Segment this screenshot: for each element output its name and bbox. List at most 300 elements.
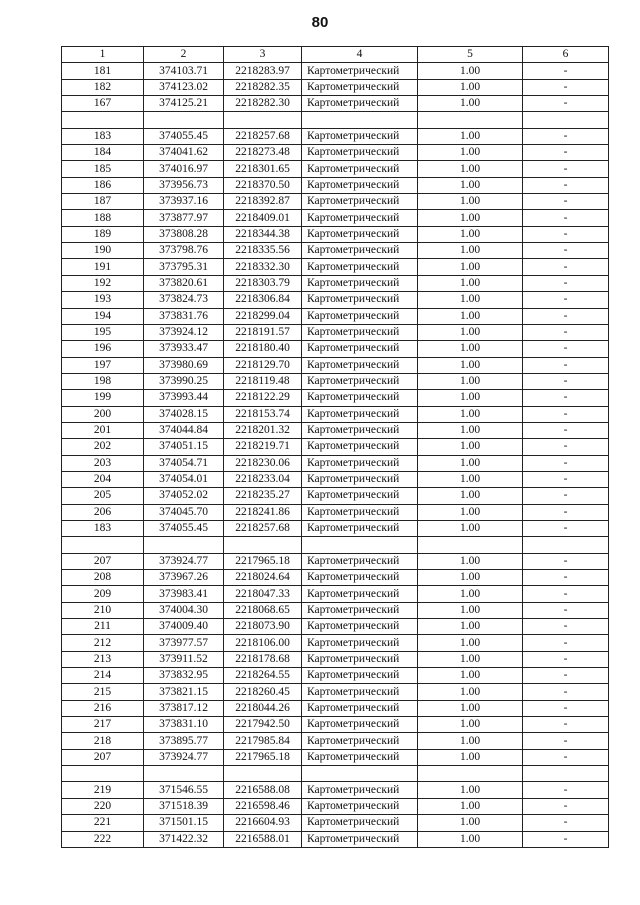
y-coordinate-cell: 2218044.26 (224, 700, 302, 716)
y-coordinate-cell: 2218178.68 (224, 651, 302, 667)
method-cell: Картометрический (302, 815, 418, 831)
accuracy-cell (418, 766, 523, 782)
point-number-cell: 192 (62, 275, 144, 291)
method-cell: Картометрический (302, 194, 418, 210)
point-number-cell: 217 (62, 717, 144, 733)
method-cell: Картометрический (302, 553, 418, 569)
point-number-cell: 198 (62, 373, 144, 389)
y-coordinate-cell: 2218129.70 (224, 357, 302, 373)
table-row (62, 259, 609, 275)
column-header-point-number: 1 (62, 47, 144, 63)
y-coordinate-cell: 2218332.30 (224, 259, 302, 275)
x-coordinate-cell: 374045.70 (144, 504, 224, 520)
table-row (62, 782, 609, 798)
x-coordinate-cell: 373924.12 (144, 324, 224, 340)
table-row (62, 292, 609, 308)
accuracy-cell: 1.00 (418, 308, 523, 324)
description-cell: - (523, 194, 609, 210)
accuracy-cell: 1.00 (418, 717, 523, 733)
description-cell: - (523, 308, 609, 324)
point-number-cell: 167 (62, 96, 144, 112)
accuracy-cell: 1.00 (418, 815, 523, 831)
method-cell: Картометрический (302, 292, 418, 308)
description-cell: - (523, 815, 609, 831)
description-cell: - (523, 635, 609, 651)
description-cell: - (523, 145, 609, 161)
y-coordinate-cell (224, 766, 302, 782)
x-coordinate-cell: 373924.77 (144, 749, 224, 765)
table-row (62, 145, 609, 161)
description-cell: - (523, 782, 609, 798)
table-row (62, 635, 609, 651)
method-cell: Картометрический (302, 324, 418, 340)
point-number-cell: 185 (62, 161, 144, 177)
point-number-cell: 189 (62, 226, 144, 242)
point-number-cell: 207 (62, 749, 144, 765)
table-row (62, 324, 609, 340)
table-row (62, 602, 609, 618)
y-coordinate-cell: 2216588.08 (224, 782, 302, 798)
method-cell: Картометрический (302, 341, 418, 357)
description-cell: - (523, 226, 609, 242)
x-coordinate-cell: 374125.21 (144, 96, 224, 112)
x-coordinate-cell: 374052.02 (144, 488, 224, 504)
description-cell: - (523, 324, 609, 340)
description-cell: - (523, 520, 609, 536)
table-row (62, 194, 609, 210)
description-cell: - (523, 651, 609, 667)
x-coordinate-cell: 374044.84 (144, 422, 224, 438)
y-coordinate-cell: 2217965.18 (224, 553, 302, 569)
x-coordinate-cell (144, 766, 224, 782)
description-cell: - (523, 373, 609, 389)
point-number-cell: 196 (62, 341, 144, 357)
point-number-cell: 222 (62, 831, 144, 847)
method-cell (302, 766, 418, 782)
accuracy-cell: 1.00 (418, 651, 523, 667)
x-coordinate-cell: 373983.41 (144, 586, 224, 602)
point-number-cell (62, 766, 144, 782)
point-number-cell: 183 (62, 520, 144, 536)
description-cell: - (523, 684, 609, 700)
accuracy-cell: 1.00 (418, 161, 523, 177)
method-cell: Картометрический (302, 373, 418, 389)
description-cell: - (523, 177, 609, 193)
method-cell: Картометрический (302, 570, 418, 586)
accuracy-cell: 1.00 (418, 635, 523, 651)
method-cell: Картометрический (302, 128, 418, 144)
point-number-cell: 204 (62, 471, 144, 487)
point-number-cell (62, 537, 144, 553)
y-coordinate-cell: 2218106.00 (224, 635, 302, 651)
table-row (62, 128, 609, 144)
method-cell: Картометрический (302, 177, 418, 193)
accuracy-cell: 1.00 (418, 406, 523, 422)
accuracy-cell: 1.00 (418, 504, 523, 520)
table-row (62, 488, 609, 504)
point-number-cell: 197 (62, 357, 144, 373)
table-body (62, 63, 609, 848)
description-cell: - (523, 570, 609, 586)
x-coordinate-cell: 373824.73 (144, 292, 224, 308)
y-coordinate-cell: 2218230.06 (224, 455, 302, 471)
x-coordinate-cell: 373933.47 (144, 341, 224, 357)
y-coordinate-cell: 2218073.90 (224, 619, 302, 635)
y-coordinate-cell: 2218047.33 (224, 586, 302, 602)
accuracy-cell: 1.00 (418, 292, 523, 308)
y-coordinate-cell: 2218273.48 (224, 145, 302, 161)
description-cell: - (523, 553, 609, 569)
point-number-cell: 194 (62, 308, 144, 324)
column-header-description: 6 (523, 47, 609, 63)
x-coordinate-cell: 374055.45 (144, 128, 224, 144)
accuracy-cell: 1.00 (418, 471, 523, 487)
method-cell: Картометрический (302, 145, 418, 161)
x-coordinate-cell: 373832.95 (144, 668, 224, 684)
table-row (62, 684, 609, 700)
accuracy-cell: 1.00 (418, 259, 523, 275)
point-number-cell: 184 (62, 145, 144, 161)
table-row (62, 553, 609, 569)
point-number-cell: 187 (62, 194, 144, 210)
x-coordinate-cell: 373895.77 (144, 733, 224, 749)
y-coordinate-cell: 2218180.40 (224, 341, 302, 357)
point-number-cell: 202 (62, 439, 144, 455)
description-cell (523, 766, 609, 782)
table-row (62, 226, 609, 242)
method-cell: Картометрический (302, 79, 418, 95)
x-coordinate-cell: 373911.52 (144, 651, 224, 667)
table-row (62, 815, 609, 831)
description-cell: - (523, 455, 609, 471)
point-number-cell: 209 (62, 586, 144, 602)
accuracy-cell: 1.00 (418, 586, 523, 602)
description-cell: - (523, 406, 609, 422)
table-row (62, 439, 609, 455)
accuracy-cell: 1.00 (418, 439, 523, 455)
x-coordinate-cell: 374009.40 (144, 619, 224, 635)
y-coordinate-cell: 2218370.50 (224, 177, 302, 193)
description-cell: - (523, 422, 609, 438)
accuracy-cell: 1.00 (418, 422, 523, 438)
table-row (62, 422, 609, 438)
x-coordinate-cell (144, 537, 224, 553)
table-row (62, 96, 609, 112)
accuracy-cell (418, 537, 523, 553)
x-coordinate-cell: 374051.15 (144, 439, 224, 455)
description-cell: - (523, 292, 609, 308)
method-cell: Картометрический (302, 390, 418, 406)
table-row (62, 717, 609, 733)
point-number-cell: 199 (62, 390, 144, 406)
method-cell: Картометрический (302, 439, 418, 455)
accuracy-cell: 1.00 (418, 520, 523, 536)
y-coordinate-cell: 2218068.65 (224, 602, 302, 618)
x-coordinate-cell: 373990.25 (144, 373, 224, 389)
accuracy-cell: 1.00 (418, 602, 523, 618)
point-number-cell: 200 (62, 406, 144, 422)
x-coordinate-cell: 373820.61 (144, 275, 224, 291)
x-coordinate-cell: 374054.01 (144, 471, 224, 487)
accuracy-cell: 1.00 (418, 194, 523, 210)
point-number-cell: 213 (62, 651, 144, 667)
method-cell: Картометрический (302, 635, 418, 651)
description-cell: - (523, 488, 609, 504)
accuracy-cell: 1.00 (418, 145, 523, 161)
accuracy-cell: 1.00 (418, 488, 523, 504)
method-cell: Картометрический (302, 63, 418, 79)
y-coordinate-cell: 2218260.45 (224, 684, 302, 700)
x-coordinate-cell: 374004.30 (144, 602, 224, 618)
point-number-cell: 216 (62, 700, 144, 716)
method-cell: Картометрический (302, 422, 418, 438)
table-row (62, 520, 609, 536)
method-cell: Картометрический (302, 96, 418, 112)
description-cell: - (523, 96, 609, 112)
table-row (62, 651, 609, 667)
table-row (62, 79, 609, 95)
method-cell: Картометрический (302, 520, 418, 536)
table-row (62, 390, 609, 406)
accuracy-cell: 1.00 (418, 782, 523, 798)
point-number-cell: 203 (62, 455, 144, 471)
y-coordinate-cell: 2218282.35 (224, 79, 302, 95)
table-row (62, 570, 609, 586)
x-coordinate-cell: 373993.44 (144, 390, 224, 406)
accuracy-cell: 1.00 (418, 79, 523, 95)
y-coordinate-cell: 2218153.74 (224, 406, 302, 422)
point-number-cell: 212 (62, 635, 144, 651)
method-cell: Картометрический (302, 259, 418, 275)
accuracy-cell: 1.00 (418, 831, 523, 847)
description-cell: - (523, 700, 609, 716)
description-cell: - (523, 602, 609, 618)
method-cell: Картометрический (302, 668, 418, 684)
table-row (62, 177, 609, 193)
accuracy-cell: 1.00 (418, 684, 523, 700)
accuracy-cell: 1.00 (418, 226, 523, 242)
accuracy-cell: 1.00 (418, 619, 523, 635)
x-coordinate-cell: 371422.32 (144, 831, 224, 847)
point-number-cell: 191 (62, 259, 144, 275)
description-cell: - (523, 161, 609, 177)
method-cell: Картометрический (302, 210, 418, 226)
y-coordinate-cell: 2218233.04 (224, 471, 302, 487)
table-row (62, 275, 609, 291)
description-cell: - (523, 128, 609, 144)
method-cell (302, 112, 418, 128)
point-number-cell: 188 (62, 210, 144, 226)
table-row (62, 586, 609, 602)
method-cell: Картометрический (302, 488, 418, 504)
method-cell: Картометрический (302, 308, 418, 324)
point-number-cell: 221 (62, 815, 144, 831)
method-cell (302, 537, 418, 553)
y-coordinate-cell: 2218301.65 (224, 161, 302, 177)
x-coordinate-cell: 374123.02 (144, 79, 224, 95)
x-coordinate-cell: 374103.71 (144, 63, 224, 79)
accuracy-cell: 1.00 (418, 570, 523, 586)
point-number-cell: 206 (62, 504, 144, 520)
y-coordinate-cell: 2218024.64 (224, 570, 302, 586)
y-coordinate-cell (224, 112, 302, 128)
table-separator-row (62, 537, 609, 553)
accuracy-cell: 1.00 (418, 243, 523, 259)
x-coordinate-cell: 373795.31 (144, 259, 224, 275)
method-cell: Картометрический (302, 733, 418, 749)
y-coordinate-cell: 2218122.29 (224, 390, 302, 406)
description-cell: - (523, 504, 609, 520)
y-coordinate-cell: 2217985.84 (224, 733, 302, 749)
y-coordinate-cell (224, 537, 302, 553)
point-number-cell: 215 (62, 684, 144, 700)
description-cell: - (523, 79, 609, 95)
point-number-cell: 181 (62, 63, 144, 79)
point-number-cell: 210 (62, 602, 144, 618)
x-coordinate-cell: 373831.10 (144, 717, 224, 733)
description-cell (523, 537, 609, 553)
method-cell: Картометрический (302, 602, 418, 618)
accuracy-cell: 1.00 (418, 177, 523, 193)
x-coordinate-cell: 373967.26 (144, 570, 224, 586)
description-cell: - (523, 341, 609, 357)
table-row (62, 619, 609, 635)
y-coordinate-cell: 2216604.93 (224, 815, 302, 831)
description-cell: - (523, 586, 609, 602)
y-coordinate-cell: 2218335.56 (224, 243, 302, 259)
accuracy-cell: 1.00 (418, 798, 523, 814)
method-cell: Картометрический (302, 782, 418, 798)
accuracy-cell: 1.00 (418, 96, 523, 112)
x-coordinate-cell: 371518.39 (144, 798, 224, 814)
column-header-accuracy: 5 (418, 47, 523, 63)
y-coordinate-cell: 2218191.57 (224, 324, 302, 340)
x-coordinate-cell: 374055.45 (144, 520, 224, 536)
description-cell: - (523, 390, 609, 406)
header-row (62, 47, 609, 63)
column-header-x-coordinate: 2 (144, 47, 224, 63)
table-separator-row (62, 112, 609, 128)
table-row (62, 210, 609, 226)
description-cell: - (523, 668, 609, 684)
table-separator-row (62, 766, 609, 782)
accuracy-cell: 1.00 (418, 128, 523, 144)
x-coordinate-cell: 371546.55 (144, 782, 224, 798)
accuracy-cell: 1.00 (418, 63, 523, 79)
description-cell: - (523, 798, 609, 814)
table-row (62, 733, 609, 749)
point-number-cell (62, 112, 144, 128)
description-cell: - (523, 717, 609, 733)
x-coordinate-cell: 374054.71 (144, 455, 224, 471)
method-cell: Картометрический (302, 455, 418, 471)
method-cell: Картометрический (302, 717, 418, 733)
method-cell: Картометрический (302, 243, 418, 259)
table-row (62, 373, 609, 389)
accuracy-cell (418, 112, 523, 128)
table-row (62, 668, 609, 684)
table-row (62, 831, 609, 847)
description-cell: - (523, 749, 609, 765)
description-cell (523, 112, 609, 128)
point-number-cell: 207 (62, 553, 144, 569)
table-header (62, 47, 609, 63)
accuracy-cell: 1.00 (418, 455, 523, 471)
description-cell: - (523, 210, 609, 226)
column-header-y-coordinate: 3 (224, 47, 302, 63)
x-coordinate-cell: 373980.69 (144, 357, 224, 373)
description-cell: - (523, 471, 609, 487)
x-coordinate-cell: 373798.76 (144, 243, 224, 259)
y-coordinate-cell: 2218235.27 (224, 488, 302, 504)
y-coordinate-cell: 2218219.71 (224, 439, 302, 455)
point-number-cell: 220 (62, 798, 144, 814)
x-coordinate-cell: 373924.77 (144, 553, 224, 569)
method-cell: Картометрический (302, 471, 418, 487)
description-cell: - (523, 831, 609, 847)
y-coordinate-cell: 2218264.55 (224, 668, 302, 684)
description-cell: - (523, 243, 609, 259)
table-row (62, 798, 609, 814)
point-number-cell: 193 (62, 292, 144, 308)
method-cell: Картометрический (302, 357, 418, 373)
point-number-cell: 182 (62, 79, 144, 95)
point-number-cell: 211 (62, 619, 144, 635)
x-coordinate-cell: 374016.97 (144, 161, 224, 177)
method-cell: Картометрический (302, 504, 418, 520)
y-coordinate-cell: 2218119.48 (224, 373, 302, 389)
x-coordinate-cell: 373821.15 (144, 684, 224, 700)
point-number-cell: 195 (62, 324, 144, 340)
x-coordinate-cell: 373808.28 (144, 226, 224, 242)
method-cell: Картометрический (302, 406, 418, 422)
y-coordinate-cell: 2218241.86 (224, 504, 302, 520)
description-cell: - (523, 275, 609, 291)
description-cell: - (523, 259, 609, 275)
table-row (62, 243, 609, 259)
x-coordinate-cell: 373817.12 (144, 700, 224, 716)
coordinates-table (61, 46, 609, 848)
point-number-cell: 186 (62, 177, 144, 193)
accuracy-cell: 1.00 (418, 341, 523, 357)
method-cell: Картометрический (302, 619, 418, 635)
x-coordinate-cell: 373956.73 (144, 177, 224, 193)
table-row (62, 471, 609, 487)
table-row (62, 749, 609, 765)
y-coordinate-cell: 2218282.30 (224, 96, 302, 112)
description-cell: - (523, 619, 609, 635)
y-coordinate-cell: 2216598.46 (224, 798, 302, 814)
accuracy-cell: 1.00 (418, 210, 523, 226)
y-coordinate-cell: 2217965.18 (224, 749, 302, 765)
y-coordinate-cell: 2218257.68 (224, 520, 302, 536)
method-cell: Картометрический (302, 226, 418, 242)
method-cell: Картометрический (302, 798, 418, 814)
accuracy-cell: 1.00 (418, 373, 523, 389)
point-number-cell: 218 (62, 733, 144, 749)
point-number-cell: 201 (62, 422, 144, 438)
table-row (62, 161, 609, 177)
x-coordinate-cell: 371501.15 (144, 815, 224, 831)
x-coordinate-cell: 373977.57 (144, 635, 224, 651)
y-coordinate-cell: 2218392.87 (224, 194, 302, 210)
table-row (62, 341, 609, 357)
x-coordinate-cell: 373877.97 (144, 210, 224, 226)
accuracy-cell: 1.00 (418, 749, 523, 765)
y-coordinate-cell: 2218201.32 (224, 422, 302, 438)
table-row (62, 455, 609, 471)
page-number: 80 (311, 14, 329, 31)
